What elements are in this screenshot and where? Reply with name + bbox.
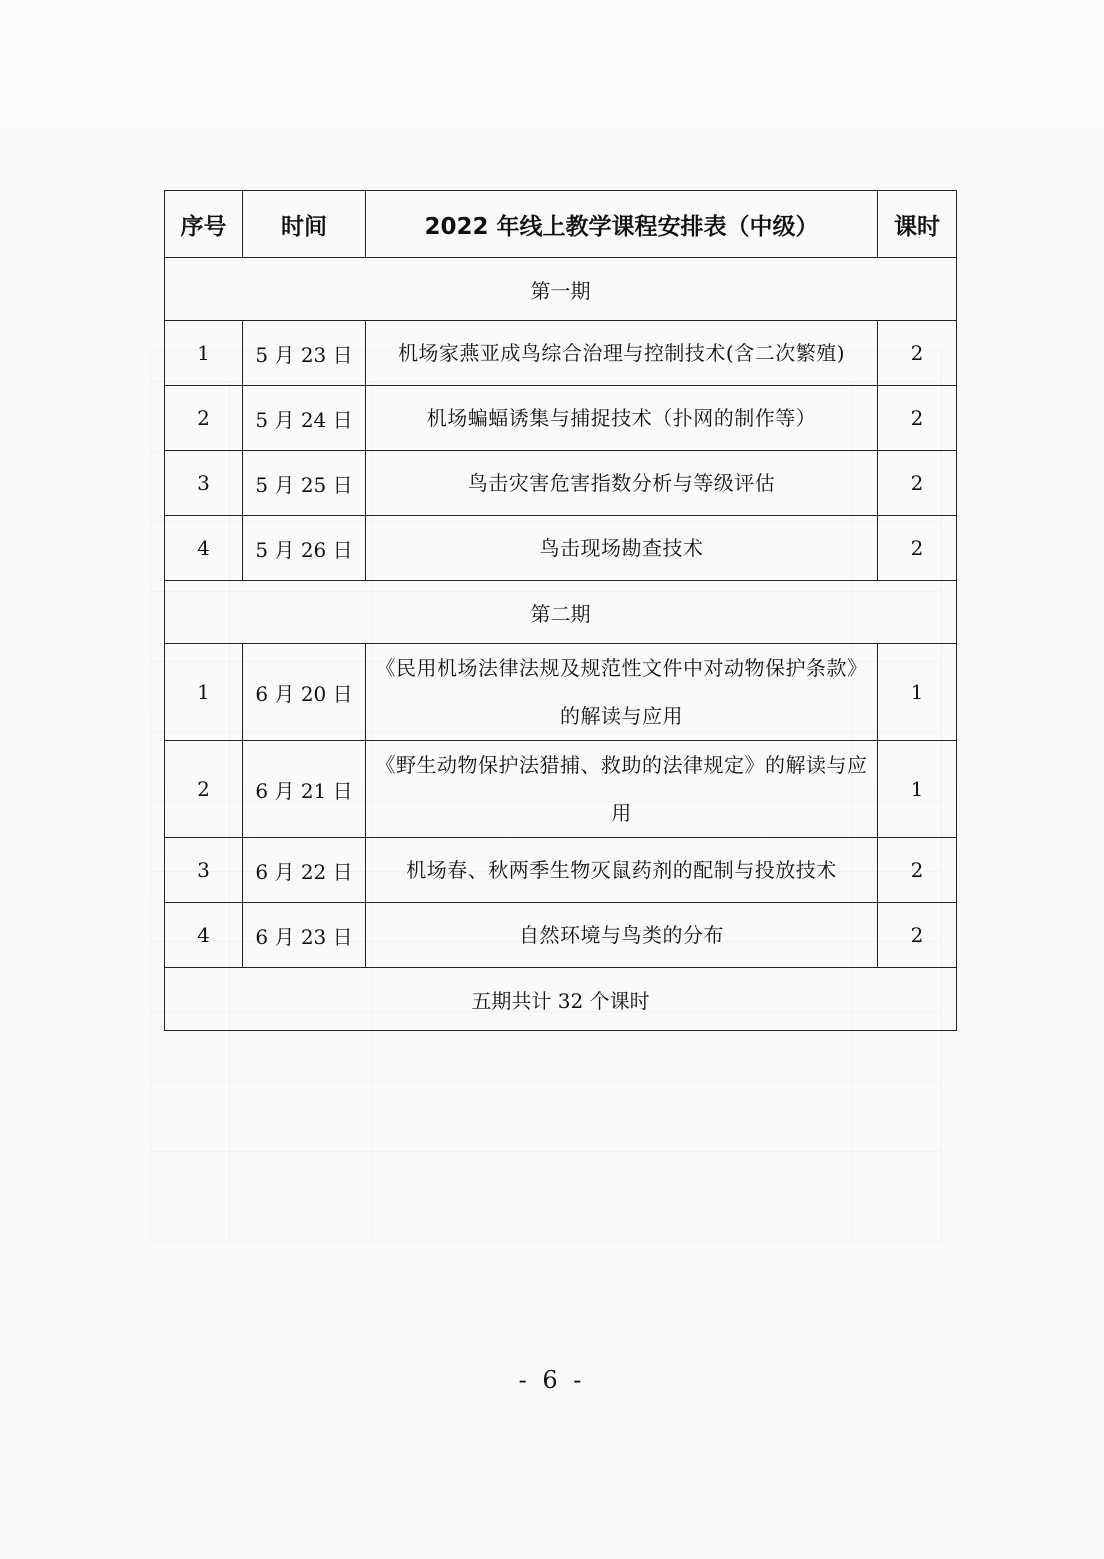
row-no: 3	[165, 451, 243, 516]
row-date: 5 月 24 日	[243, 386, 366, 451]
row-no: 2	[165, 386, 243, 451]
table-row	[165, 516, 957, 581]
section-label: 第一期	[165, 258, 957, 321]
page-number: - 6 -	[518, 1366, 586, 1394]
header-no: 序号	[165, 191, 243, 258]
row-content: 机场家燕亚成鸟综合治理与控制技术(含二次繁殖)	[366, 321, 878, 386]
row-no: 4	[165, 903, 243, 968]
section-label: 第二期	[165, 581, 957, 644]
row-date: 6 月 22 日	[243, 838, 366, 903]
row-content: 鸟击灾害危害指数分析与等级评估	[366, 451, 878, 516]
total-row	[165, 968, 957, 1031]
row-date: 5 月 23 日	[243, 321, 366, 386]
total-label: 五期共计 32 个课时	[165, 968, 957, 1031]
row-content: 机场春、秋两季生物灭鼠药剂的配制与投放技术	[366, 838, 878, 903]
table-row	[165, 386, 957, 451]
row-no: 1	[165, 321, 243, 386]
row-hours: 2	[878, 838, 957, 903]
course-schedule-table	[164, 190, 957, 1031]
row-hours: 1	[878, 644, 957, 741]
row-no: 3	[165, 838, 243, 903]
section-row	[165, 581, 957, 644]
row-date: 5 月 25 日	[243, 451, 366, 516]
row-content: 自然环境与鸟类的分布	[366, 903, 878, 968]
table-row	[165, 321, 957, 386]
table-header-row	[165, 191, 957, 258]
row-date: 6 月 23 日	[243, 903, 366, 968]
row-hours: 2	[878, 386, 957, 451]
row-hours: 2	[878, 516, 957, 581]
table-row	[165, 741, 957, 838]
row-no: 1	[165, 644, 243, 741]
row-hours: 2	[878, 451, 957, 516]
table-row	[165, 903, 957, 968]
row-hours: 2	[878, 903, 957, 968]
table-row	[165, 838, 957, 903]
row-date: 6 月 21 日	[243, 741, 366, 838]
row-no: 2	[165, 741, 243, 838]
table-row	[165, 644, 957, 741]
header-date: 时间	[243, 191, 366, 258]
row-no: 4	[165, 516, 243, 581]
header-hours: 课时	[878, 191, 957, 258]
row-content: 《野生动物保护法猎捕、救助的法律规定》的解读与应用	[366, 741, 878, 838]
table-row	[165, 451, 957, 516]
row-hours: 1	[878, 741, 957, 838]
section-row	[165, 258, 957, 321]
row-hours: 2	[878, 321, 957, 386]
row-date: 5 月 26 日	[243, 516, 366, 581]
row-content: 机场蝙蝠诱集与捕捉技术（扑网的制作等）	[366, 386, 878, 451]
row-content: 鸟击现场勘查技术	[366, 516, 878, 581]
header-title: 2022 年线上教学课程安排表（中级）	[366, 191, 878, 258]
row-content: 《民用机场法律法规及规范性文件中对动物保护条款》的解读与应用	[366, 644, 878, 741]
row-date: 6 月 20 日	[243, 644, 366, 741]
